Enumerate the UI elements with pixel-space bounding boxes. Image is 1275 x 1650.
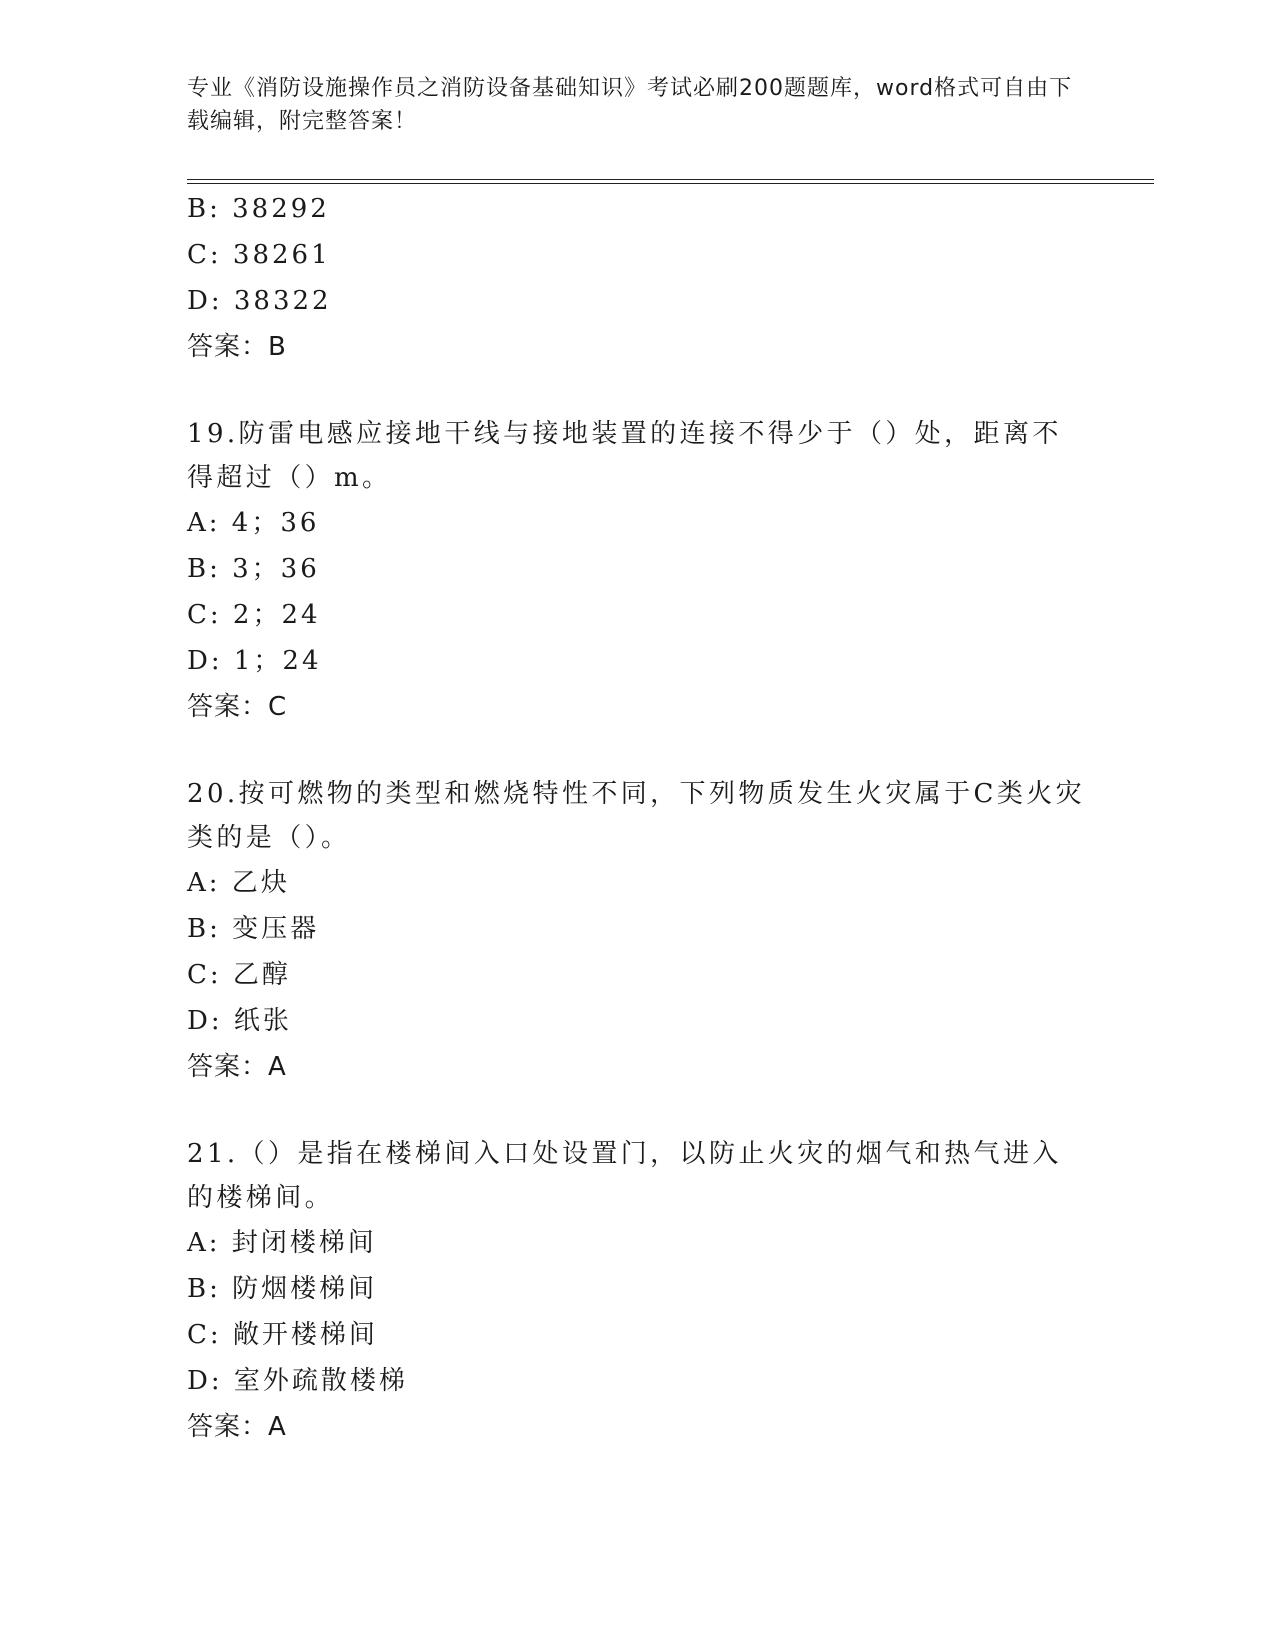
spacer [187,1090,1087,1132]
option-a: A: 封闭楼梯间 [187,1228,377,1258]
question-list [187,186,1087,1450]
document-header: 专业《消防设施操作员之消防设备基础知识》考试必刷200题题库，word格式可自由下载编辑，附完整答案！ [187,76,1073,134]
question-21 [187,1132,1087,1450]
header-divider-top [187,179,1154,180]
option-b: B: 变压器 [187,914,320,944]
answer-line: 答案：C [187,692,288,722]
question-stem: 19.防雷电感应接地干线与接地装置的连接不得少于（）处，距离不得超过（）m。 [187,419,1062,493]
option-d: D: 室外疏散楼梯 [187,1366,408,1396]
question-18-partial [187,186,1087,370]
header-divider-bottom [187,183,1154,184]
option-d: D: 38322 [187,286,332,316]
option-b: B: 3；36 [187,554,320,584]
question-20 [187,772,1087,1090]
spacer [187,730,1087,772]
option-d: D: 纸张 [187,1006,292,1036]
option-a: A: 乙炔 [187,868,290,898]
question-19 [187,412,1087,730]
spacer [187,370,1087,412]
answer-line: 答案：A [187,1052,287,1082]
option-b: B: 防烟楼梯间 [187,1274,378,1304]
option-d: D: 1；24 [187,646,322,676]
answer-line: 答案：A [187,1412,287,1442]
option-a: A: 4；36 [187,508,320,538]
question-stem: 21.（）是指在楼梯间入口处设置门，以防止火灾的烟气和热气进入的楼梯间。 [187,1139,1062,1213]
option-c: C: 2；24 [187,600,321,630]
question-stem: 20.按可燃物的类型和燃烧特性不同，下列物质发生火灾属于C类火灾类的是（）。 [187,779,1086,853]
option-c: C: 敞开楼梯间 [187,1320,378,1350]
option-c: C: 38261 [187,240,331,270]
answer-line: 答案：B [187,332,287,362]
option-c: C: 乙醇 [187,960,291,990]
option-b: B: 38292 [187,194,330,224]
